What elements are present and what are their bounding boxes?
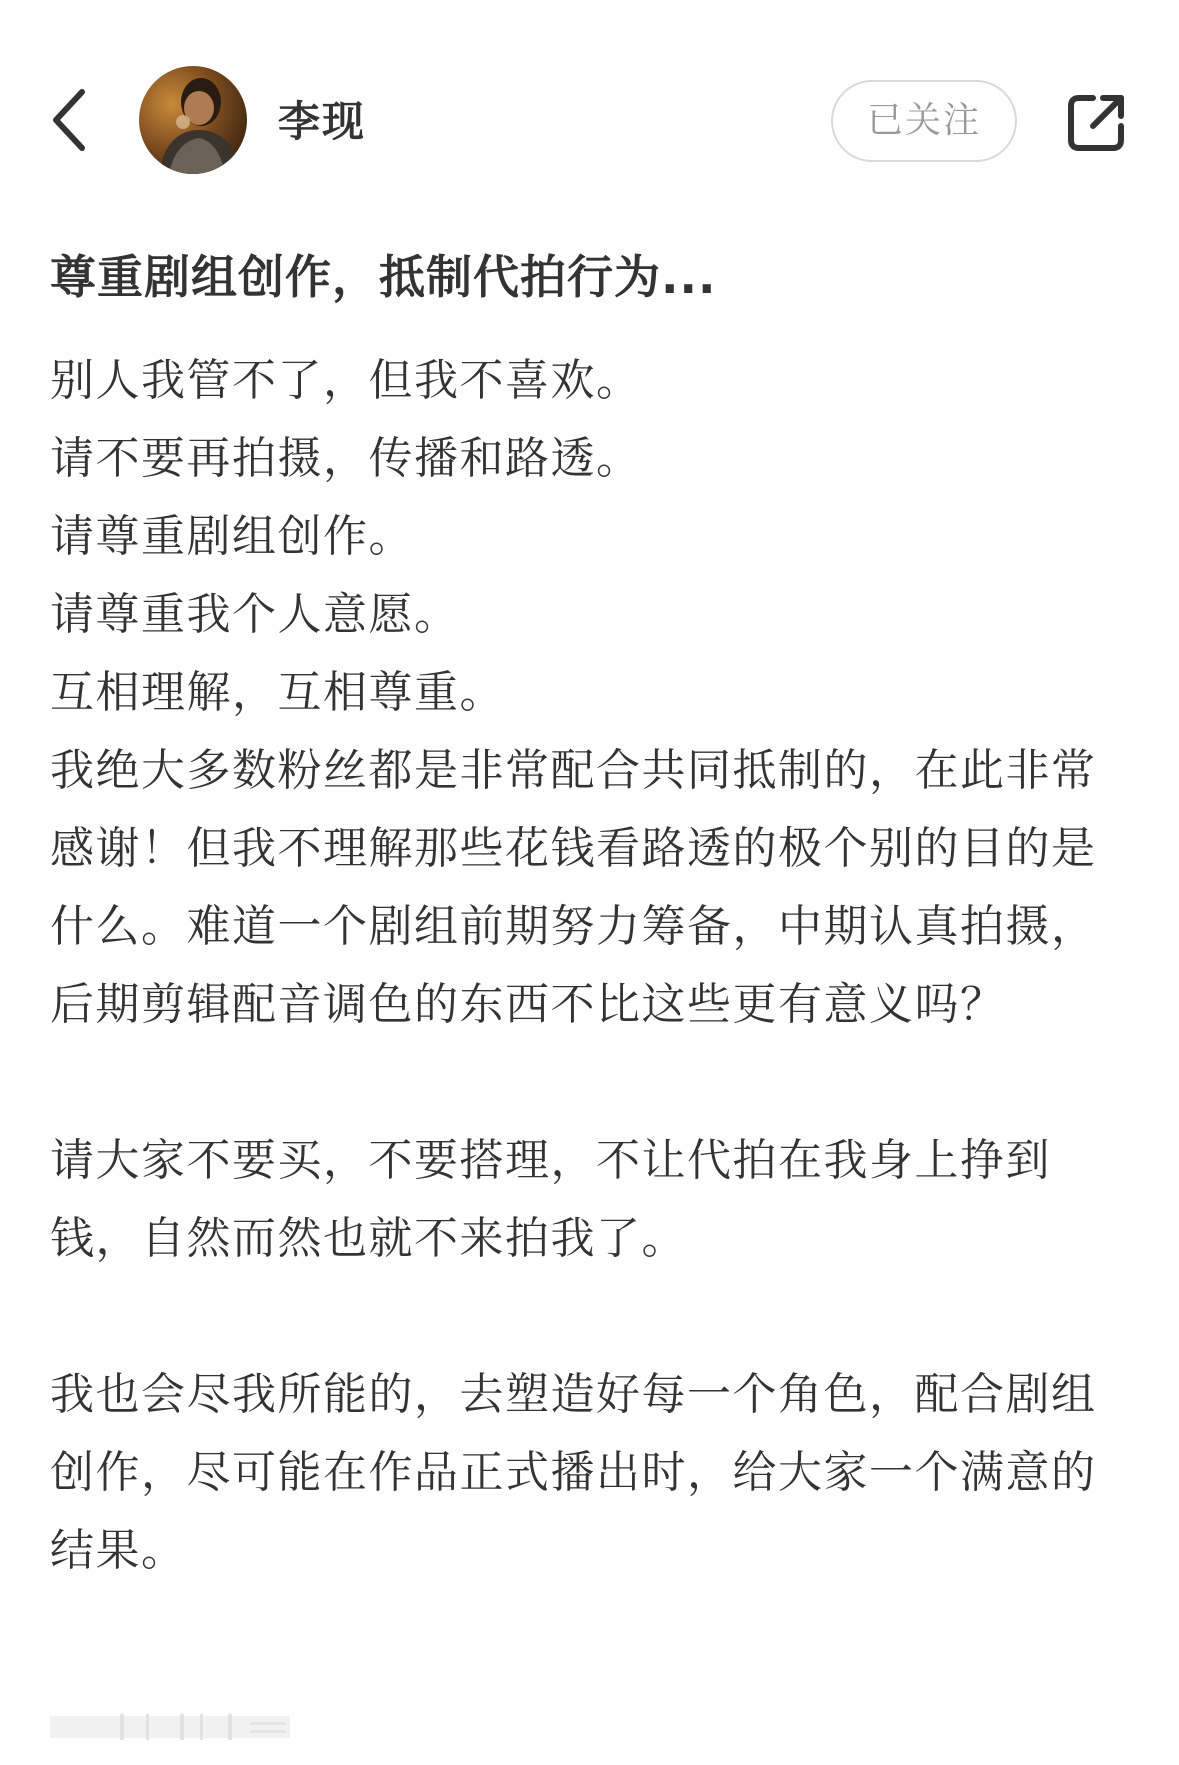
- paragraph-spacer: [50, 1278, 1110, 1356]
- post-line: 互相理解，互相尊重。: [50, 667, 505, 718]
- post-paragraph: 我绝大多数粉丝都是非常配合共同抵制的，在此非常感谢！但我不理解那些花钱看路透的极个别的目的是什么。难道一个剧组前期努力筹备，中期认真拍摄，后期剪辑配音调色的东西不比这些更有意义吗？: [50, 745, 1097, 1030]
- follow-button[interactable]: 已关注: [831, 80, 1017, 162]
- post-line: 请不要再拍摄，传播和路透。: [50, 433, 642, 484]
- post-header: [0, 0, 1179, 225]
- avatar[interactable]: [139, 66, 247, 174]
- post-title: 尊重剧组创作，抵制代拍行为...: [50, 250, 717, 304]
- username[interactable]: 李现: [278, 97, 367, 146]
- post-line: 请尊重我个人意愿。: [50, 589, 460, 640]
- chevron-left-icon: [44, 78, 104, 162]
- back-button[interactable]: [44, 78, 104, 162]
- post-line: 别人我管不了，但我不喜欢。: [50, 355, 642, 406]
- post-body: [50, 342, 1110, 1590]
- post-paragraph: 我也会尽我所能的，去塑造好每一个角色，配合剧组创作，尽可能在作品正式播出时，给大家一个满意的结果。: [50, 1369, 1097, 1576]
- post-paragraph: 请大家不要买，不要搭理，不让代拍在我身上挣到钱，自然而然也就不来拍我了。: [50, 1135, 1051, 1264]
- post-line: 请尊重剧组创作。: [50, 511, 414, 562]
- share-button[interactable]: [1063, 88, 1131, 156]
- faded-content-strip: [50, 1712, 290, 1742]
- paragraph-spacer: [50, 1044, 1110, 1122]
- share-external-icon: [1063, 88, 1131, 156]
